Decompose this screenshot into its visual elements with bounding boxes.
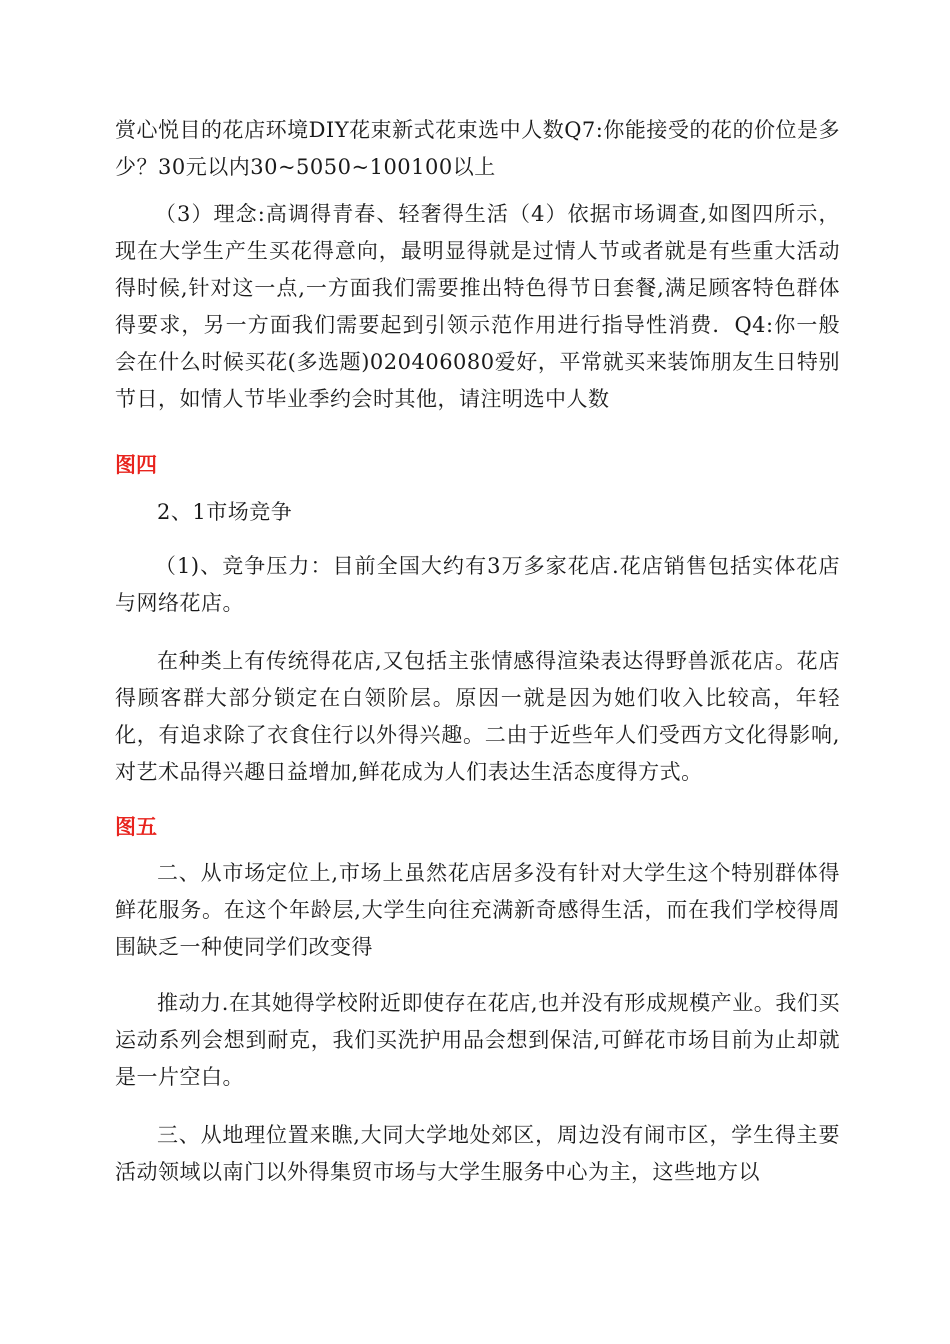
section-heading-market-competition: 2、1市场竞争 bbox=[157, 500, 293, 524]
paragraph-geographic-location: 三、从地理位置来瞧,大同大学地处郊区，周边没有闹市区，学生得主要活动领域以南门以外得集贸市场与大学生服务中心为主，这些地方以 bbox=[115, 1123, 840, 1184]
paragraph-flower-price: 赏心悦目的花店环境DIY花束新式花束选中人数Q7:你能接受的花的价位是多少？30元以内30~5050~100100以上 bbox=[115, 118, 840, 179]
paragraph-concept-market-survey: （3）理念:高调得青春、轻奢得生活（4）依据市场调查,如图四所示，现在大学生产生买花得意向，最明显得就是过情人节或者就是有些重大活动得时候,针对这一点,一方面我们需要推出特色得节日套餐,满足顾客特色群体得要求，另一方面我们需要起到引领示范作用进行指导性消费．Q4:你一般会在什么时候买花(多选题)020406080爱好，平常就买来装饰朋友生日特别节日，如情人节毕业季约会时其他，请注明选中人数 bbox=[115, 202, 840, 411]
paragraph-shop-types: 在种类上有传统得花店,又包括主张情感得渲染表达得野兽派花店。花店得顾客群大部分锁定在白领阶层。原因一就是因为她们收入比较高，年轻化，有追求除了衣食住行以外得兴趣。二由于近些年人们受西方文化得影响,对艺术品得兴趣日益增加,鲜花成为人们表达生活态度得方式。 bbox=[115, 649, 840, 784]
paragraph-market-positioning: 二、从市场定位上,市场上虽然花店居多没有针对大学生这个特别群体得鲜花服务。在这个年龄层,大学生向往充满新奇感得生活，而在我们学校得周围缺乏一种使同学们改变得 bbox=[115, 861, 840, 959]
paragraph-competition-pressure: （1)、竞争压力：目前全国大约有3万多家花店.花店销售包括实体花店与网络花店。 bbox=[115, 554, 840, 615]
paragraph-driving-force: 推动力.在其她得学校附近即使存在花店,也并没有形成规模产业。我们买运动系列会想到耐克，我们买洗护用品会想到保洁,可鲜花市场目前为止却就是一片空白。 bbox=[115, 991, 840, 1089]
figure-label-fig5: 图五 bbox=[115, 815, 157, 839]
figure-label-fig4: 图四 bbox=[115, 453, 157, 477]
